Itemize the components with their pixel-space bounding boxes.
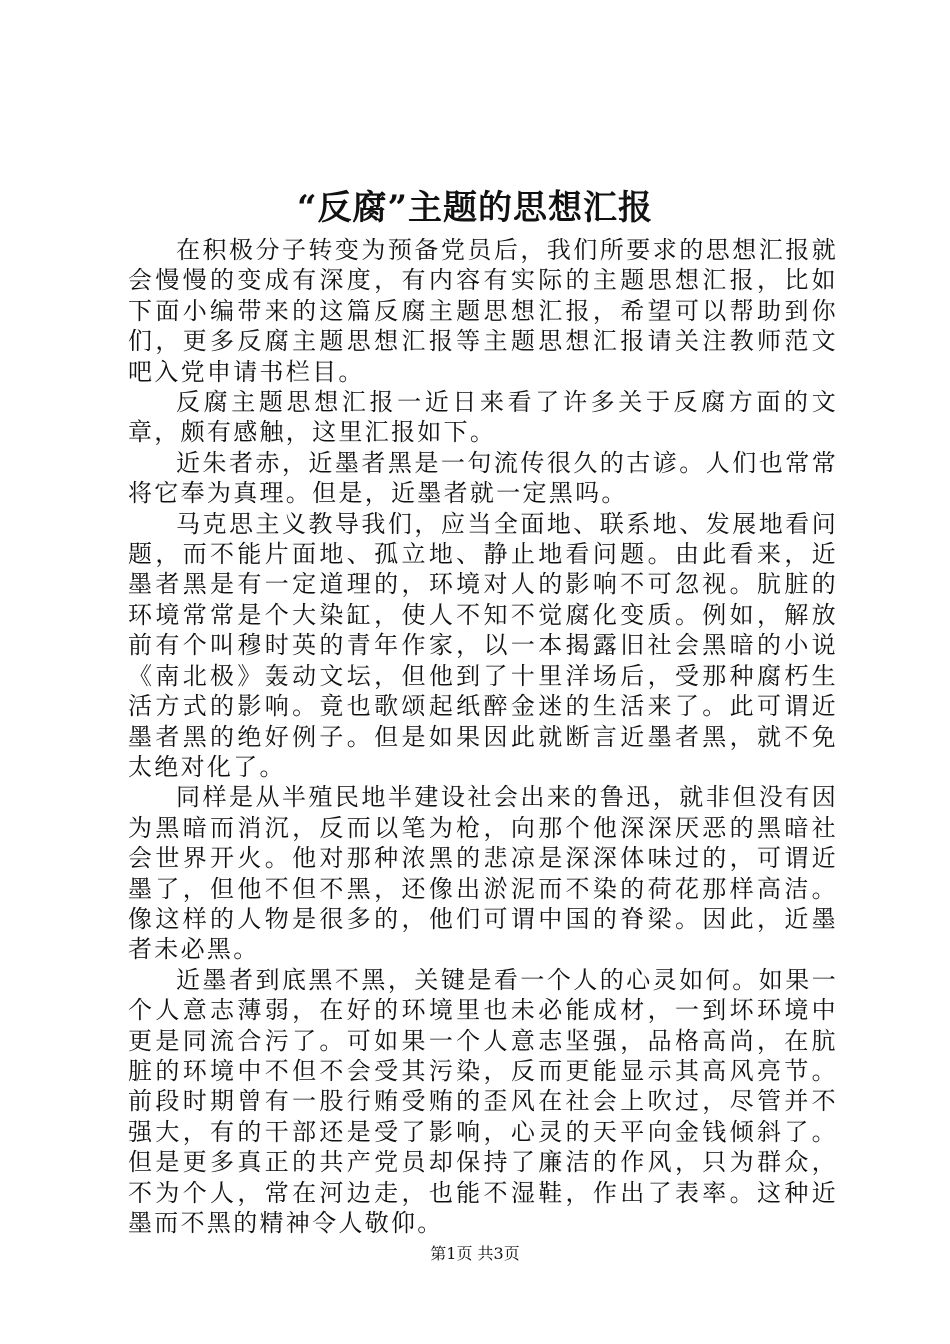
paragraph-conclusion: 近墨者到底黑不黑，关键是看一个人的心灵如何。如果一个人意志薄弱，在好的环境里也未必能成材，一到坏环境中更是同流合污了。可如果一个人意志坚强，品格高尚，在肮脏的环境中不但不会受其污染，反而更能显示其高风亮节。前段时期曾有一股行贿受贿的歪风在社会上吹过，尽管并不强大，有的干部还是受了影响，心灵的天平向金钱倾斜了。但是更多真正的共产党员却保持了廉洁的作风，只为群众，不为个人，常在河边走，也能不湿鞋，作出了表率。这种近墨而不黑的精神令人敬仰。 xyxy=(128,965,838,1237)
paragraph-intro: 在积极分子转变为预备党员后，我们所要求的思想汇报就会慢慢的变成有深度，有内容有实际的主题思想汇报，比如下面小编带来的这篇反腐主题思想汇报，希望可以帮助到你们，更多反腐主题思想汇报等主题思想汇报请关注教师范文吧入党申请书栏目。 xyxy=(128,236,838,386)
paragraph-luxun: 同样是从半殖民地半建设社会出来的鲁迅，就非但没有因为黑暗而消沉，反而以笔为枪，向那个他深深厌恶的黑暗社会世界开火。他对那种浓黑的悲凉是深深体味过的，可谓近墨了，但他不但不黑，还像出淤泥而不染的荷花那样高洁。像这样的人物是很多的，他们可谓中国的脊梁。因此，近墨者未必黑。 xyxy=(128,783,838,964)
paragraph-proverb: 近朱者赤，近墨者黑是一句流传很久的古谚。人们也常常将它奉为真理。但是，近墨者就一定黑吗。 xyxy=(128,448,838,508)
paragraph-marxism: 马克思主义教导我们，应当全面地、联系地、发展地看问题，而不能片面地、孤立地、静止地看问题。由此看来，近墨者黑是有一定道理的，环境对人的影响不可忽视。肮脏的环境常常是个大染缸，使人不知不觉腐化变质。例如，解放前有个叫穆时英的青年作家，以一本揭露旧社会黑暗的小说《南北极》轰动文坛，但他到了十里洋场后，受那种腐朽生活方式的影响。竟也歌颂起纸醉金迷的生活来了。此可谓近墨者黑的绝好例子。但是如果因此就断言近墨者黑，就不免太绝对化了。 xyxy=(128,509,838,781)
paragraph-report-opening: 反腐主题思想汇报一近日来看了许多关于反腐方面的文章，颇有感触，这里汇报如下。 xyxy=(128,388,838,447)
document-body xyxy=(128,235,838,1238)
page-footer: 第1页 共3页 xyxy=(430,1244,520,1263)
document-title: “反腐”主题的思想汇报 xyxy=(296,188,654,228)
